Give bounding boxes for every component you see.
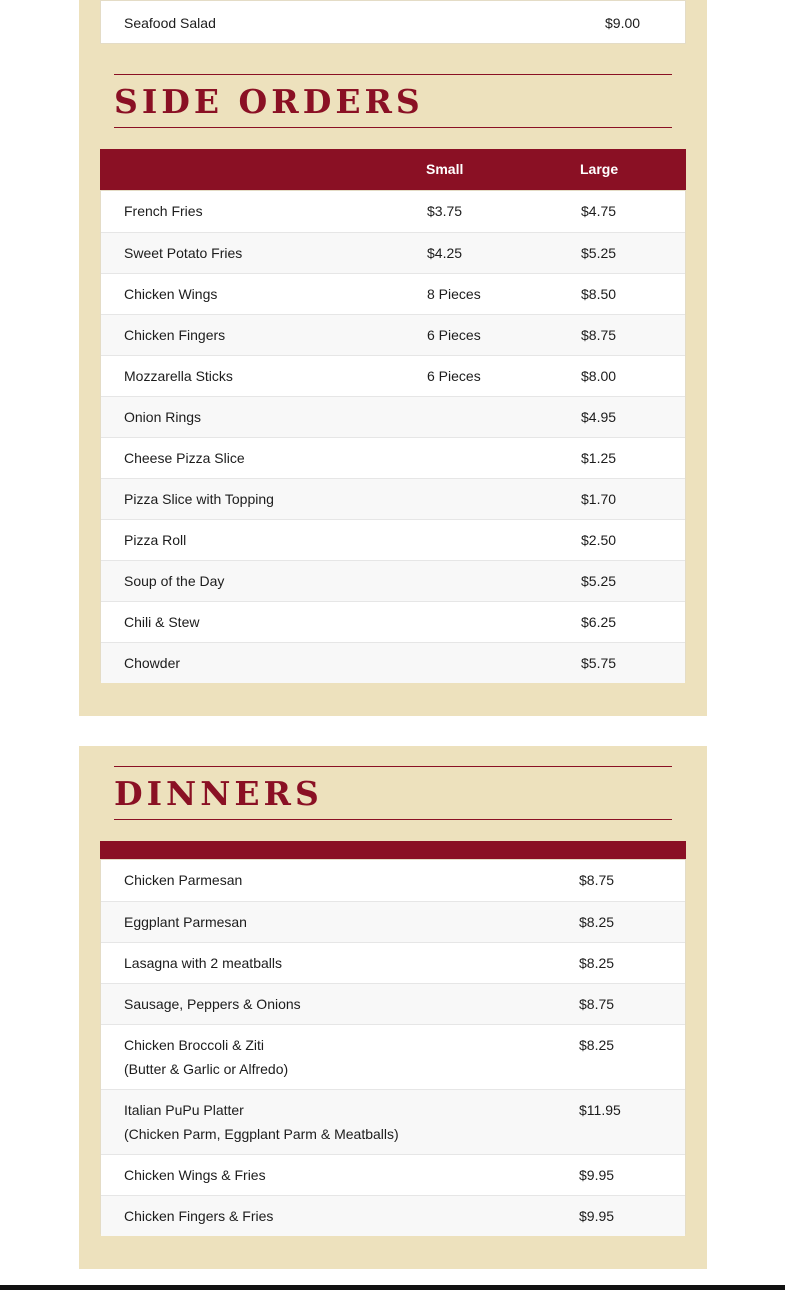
dinners-panel — [79, 746, 707, 1269]
table-row — [101, 642, 685, 683]
item-small: $3.75 — [427, 203, 463, 219]
table-row — [101, 560, 685, 601]
side-orders-table — [100, 190, 686, 681]
table-header — [100, 841, 686, 859]
section-header-dinners — [114, 766, 672, 820]
section-header-side-orders — [114, 74, 672, 128]
item-large: $4.75 — [581, 203, 617, 219]
item-name: Onion Rings — [124, 409, 202, 425]
table-row — [101, 601, 685, 642]
item-name: Pizza Slice with Topping — [124, 491, 274, 507]
item-large: $8.75 — [581, 327, 617, 343]
table-header — [100, 149, 686, 190]
column-header-large: Large — [580, 161, 619, 177]
item-note: (Butter & Garlic or Alfredo) — [124, 1061, 289, 1077]
item-price: $11.95 — [579, 1102, 621, 1118]
table-row — [101, 983, 685, 1024]
item-name: French Fries — [124, 203, 203, 219]
item-large: $1.25 — [581, 450, 617, 466]
item-price: $9.00 — [605, 15, 641, 31]
table-row — [101, 191, 685, 232]
item-price: $8.25 — [579, 914, 615, 930]
item-note: (Chicken Parm, Eggplant Parm & Meatballs) — [124, 1126, 399, 1142]
table-row — [101, 519, 685, 560]
item-large: $8.50 — [581, 286, 617, 302]
table-row — [101, 478, 685, 519]
item-large: $5.25 — [581, 245, 617, 261]
item-name: Chicken Wings & Fries — [124, 1167, 266, 1183]
item-price: $8.75 — [579, 872, 615, 888]
item-name: Soup of the Day — [124, 573, 225, 589]
item-price: $8.25 — [579, 955, 615, 971]
item-name: Sausage, Peppers & Onions — [124, 996, 301, 1012]
item-name: Chicken Wings — [124, 286, 218, 302]
table-row — [101, 314, 685, 355]
item-name: Chili & Stew — [124, 614, 200, 630]
item-name: Chicken Fingers & Fries — [124, 1208, 274, 1224]
item-large: $8.00 — [581, 368, 617, 384]
table-row — [101, 1195, 685, 1236]
item-large: $2.50 — [581, 532, 617, 548]
item-large: $1.70 — [581, 491, 617, 507]
item-price: $9.95 — [579, 1208, 615, 1224]
table-row — [101, 1024, 685, 1089]
table-row — [101, 273, 685, 314]
item-name: Lasagna with 2 meatballs — [124, 955, 282, 971]
item-name: Pizza Roll — [124, 532, 187, 548]
item-name: Chicken Parmesan — [124, 872, 243, 888]
item-name: Italian PuPu Platter — [124, 1102, 244, 1118]
footer-bar — [0, 1285, 785, 1290]
table-row — [101, 942, 685, 983]
item-large: $5.75 — [581, 655, 617, 671]
column-header-small: Small — [426, 161, 464, 177]
table-row — [101, 860, 685, 901]
item-name: Cheese Pizza Slice — [124, 450, 245, 466]
table-row — [101, 396, 685, 437]
item-name: Sweet Potato Fries — [124, 245, 243, 261]
item-name: Mozzarella Sticks — [124, 368, 233, 384]
item-name: Eggplant Parmesan — [124, 914, 247, 930]
item-small: 8 Pieces — [427, 286, 481, 302]
item-large: $4.95 — [581, 409, 617, 425]
item-name: Chowder — [124, 655, 181, 671]
item-name: Chicken Broccoli & Ziti — [124, 1037, 265, 1053]
item-name: Seafood Salad — [124, 15, 216, 31]
item-small: 6 Pieces — [427, 368, 481, 384]
item-name: Chicken Fingers — [124, 327, 226, 343]
item-price: $8.75 — [579, 996, 615, 1012]
table-row — [101, 1, 685, 43]
previous-section-table — [100, 0, 686, 44]
item-price: $9.95 — [579, 1167, 615, 1183]
table-row — [101, 355, 685, 396]
table-row — [101, 437, 685, 478]
item-small: $4.25 — [427, 245, 463, 261]
item-price: $8.25 — [579, 1037, 615, 1053]
item-large: $5.25 — [581, 573, 617, 589]
item-large: $6.25 — [581, 614, 617, 630]
table-row — [101, 1089, 685, 1154]
table-row — [101, 901, 685, 942]
section-title: DINNERS — [114, 774, 323, 813]
dinners-table — [100, 859, 686, 1234]
section-title: SIDE ORDERS — [114, 82, 424, 121]
table-row — [101, 232, 685, 273]
side-orders-panel — [79, 0, 707, 716]
item-small: 6 Pieces — [427, 327, 481, 343]
table-row — [101, 1154, 685, 1195]
